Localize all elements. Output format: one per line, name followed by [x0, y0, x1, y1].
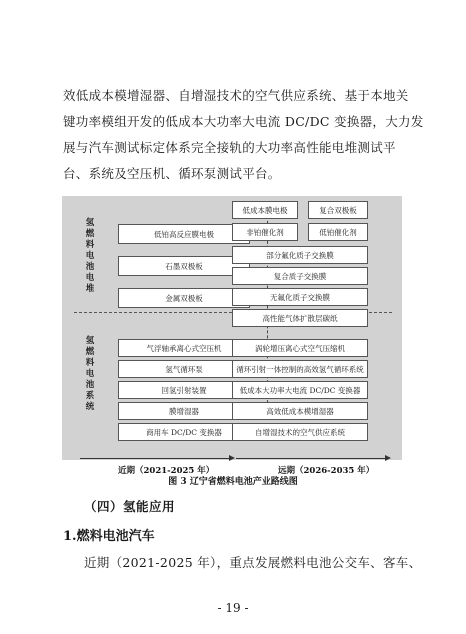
near-arrow: [80, 458, 230, 459]
far-stack-pair-item: 低成本膜电极: [232, 201, 298, 219]
far-stack-item: 高性能气体扩散层碳纸: [232, 309, 368, 327]
near-period-label: 近期（2021-2025 年）: [118, 466, 215, 476]
intro-line-1: 效低成本模增湿器、自增湿技术的空气供应系统、基于本地关: [63, 88, 409, 103]
far-arrow: [236, 458, 386, 459]
far-stack-pair-item: 非铂催化剂: [232, 223, 298, 241]
far-stack-pair-item: 低铂催化剂: [308, 223, 368, 241]
near-system-item: 商用车 DC/DC 变换器: [118, 423, 250, 441]
near-system-item: 膜增湿器: [118, 402, 250, 420]
near-stack-item: 金属双极板: [118, 288, 250, 308]
roadmap-figure: [62, 196, 402, 460]
far-system-item: 低成本大功率大电流 DC/DC 变换器: [232, 381, 368, 399]
far-stack-pair-item: 复合双极板: [308, 201, 368, 219]
far-system-item: 自增湿技术的空气供应系统: [232, 423, 368, 441]
far-system-item: 循环引射一体控制的高效氢气循环系统: [232, 360, 368, 378]
intro-line-4: 台、系统及空压机、循环泵测试平台。: [63, 166, 281, 181]
near-system-item: 回氢引射装置: [118, 381, 250, 399]
far-stack-item: 部分氟化质子交换膜: [232, 246, 368, 264]
near-stack-item: 低铂高反应膜电极: [118, 224, 250, 244]
far-system-item: 高效低成本模增湿器: [232, 402, 368, 420]
subheading: 1.燃料电池汽车: [63, 529, 155, 544]
far-system-item: 涡轮增压离心式空气压缩机: [232, 339, 368, 357]
intro-line-2: 键功率模组开发的低成本大功率大电流 DC/DC 变换器，大力发: [63, 114, 424, 129]
far-period-label: 远期（2026-2035 年）: [278, 466, 375, 476]
near-system-item: 氢气循环泵: [118, 360, 250, 378]
page-number: - 19 -: [217, 601, 249, 615]
far-stack-item: 无氟化质子交换膜: [232, 288, 368, 306]
near-stack-item: 石墨双极板: [118, 256, 250, 276]
body-text-line: 近期（2021-2025 年），重点发展燃料电池公交车、客车、: [84, 555, 422, 570]
far-stack-item: 复合质子交换膜: [232, 267, 368, 285]
figure-caption: 图 3 辽宁省燃料电池产业路线图: [168, 477, 298, 487]
category-stack-label: 氢燃料电池电堆: [85, 218, 95, 294]
category-system-label: 氢燃料电池系统: [85, 336, 95, 412]
near-system-item: 气浮轴承离心式空压机: [118, 339, 250, 357]
section-heading: （四）氢能应用: [84, 499, 176, 514]
intro-line-3: 展与汽车测试标定体系完全接轨的大功率高性能电堆测试平: [63, 140, 396, 155]
